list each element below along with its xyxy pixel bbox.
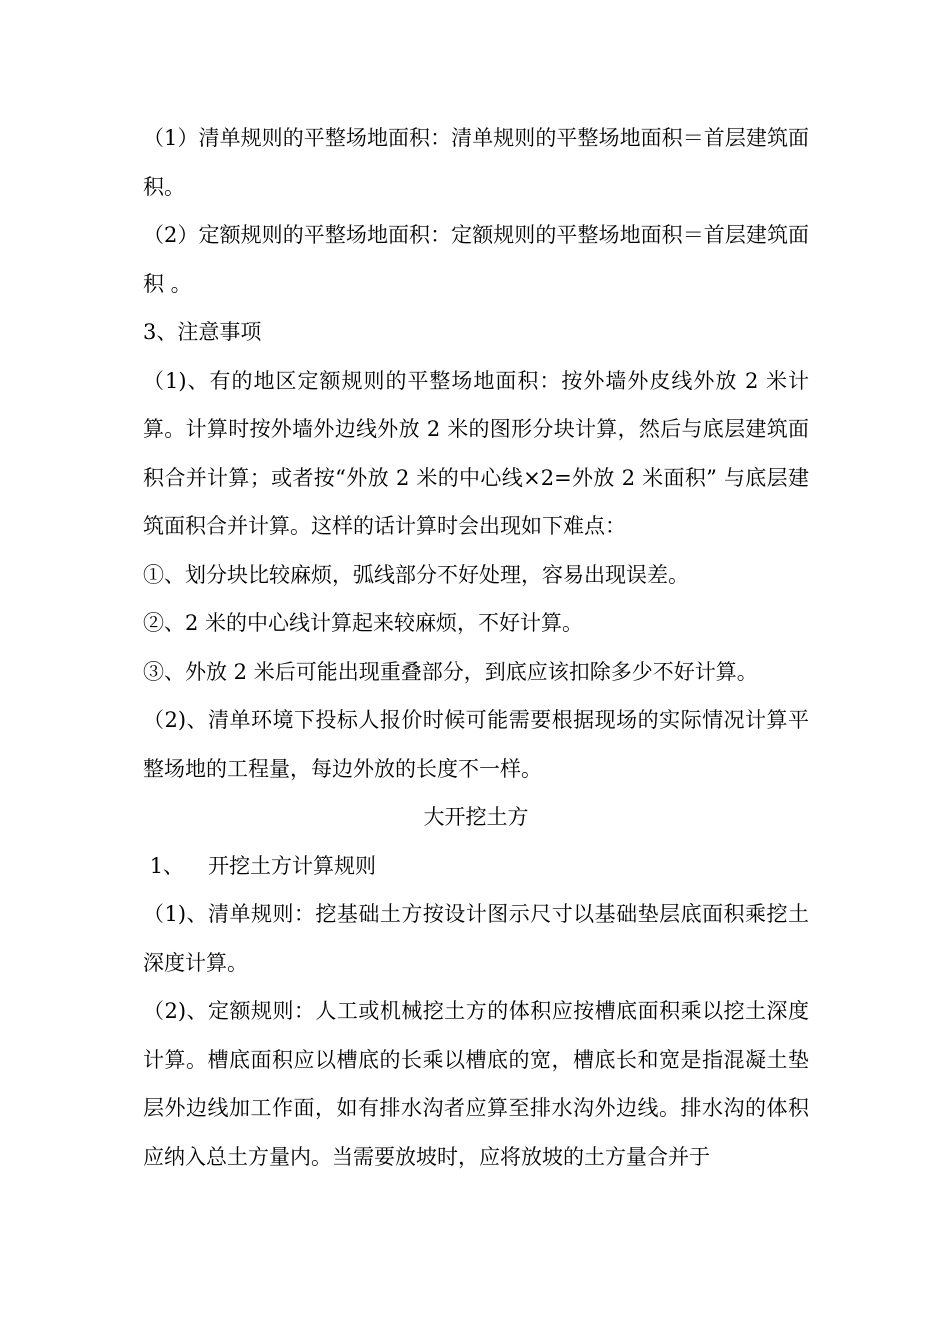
- paragraph-difficulty-3: ③、外放 2 米后可能出现重叠部分，到底应该扣除多少不好计算。: [143, 659, 758, 684]
- paragraph-notes-heading: 3、注意事项: [143, 320, 262, 344]
- section-title-line: [143, 842, 809, 891]
- paragraph-note-2: （2)、清单环境下投标人报价时候可能需要根据现场的实际情况计算平整场地的工程量，每边外放的长度不一样。: [143, 708, 809, 781]
- paragraph-difficulty-2: ②、2 米的中心线计算起来较麻烦，不好计算。: [143, 611, 584, 635]
- paragraph-note-1: （1)、有的地区定额规则的平整场地面积：按外墙外皮线外放 2 米计算。计算时按外墙外边线外放 2 米的图形分块计算，然后与底层建筑面积合并计算；或者按“外放 2 米的中心线×2=外放 2 米面积” 与底层建筑面积合并计算。这样的话计算时会出现如下难点：: [143, 368, 809, 538]
- section-number: 1、: [149, 853, 185, 878]
- section-title: 开挖土方计算规则: [208, 853, 377, 878]
- paragraph-difficulty-1: ①、划分块比较麻烦，弧线部分不好处理，容易出现误差。: [143, 562, 689, 587]
- paragraph-excavation-clearing-rule: （1)、清单规则：挖基础土方按设计图示尺寸以基础垫层底面积乘挖土深度计算。: [143, 902, 809, 975]
- section-heading: 大开挖土方: [423, 805, 529, 829]
- paragraph-excavation-quota-rule: （2)、定额规则：人工或机械挖土方的体积应按槽底面积乘以挖土深度计算。槽底面积应以槽底的长乘以槽底的宽，槽底长和宽是指混凝土垫层外边线加工作面，如有排水沟者应算至排水沟外边线。排水沟的体积应纳入总土方量内。当需要放坡时，应将放坡的土方量合并于: [143, 999, 809, 1169]
- paragraph-clearing-rule: （1）清单规则的平整场地面积：清单规则的平整场地面积＝首层建筑面积。: [143, 126, 809, 199]
- document-body: [143, 114, 809, 1181]
- paragraph-quota-rule: （2）定额规则的平整场地面积：定额规则的平整场地面积＝首层建筑面积 。: [143, 223, 809, 296]
